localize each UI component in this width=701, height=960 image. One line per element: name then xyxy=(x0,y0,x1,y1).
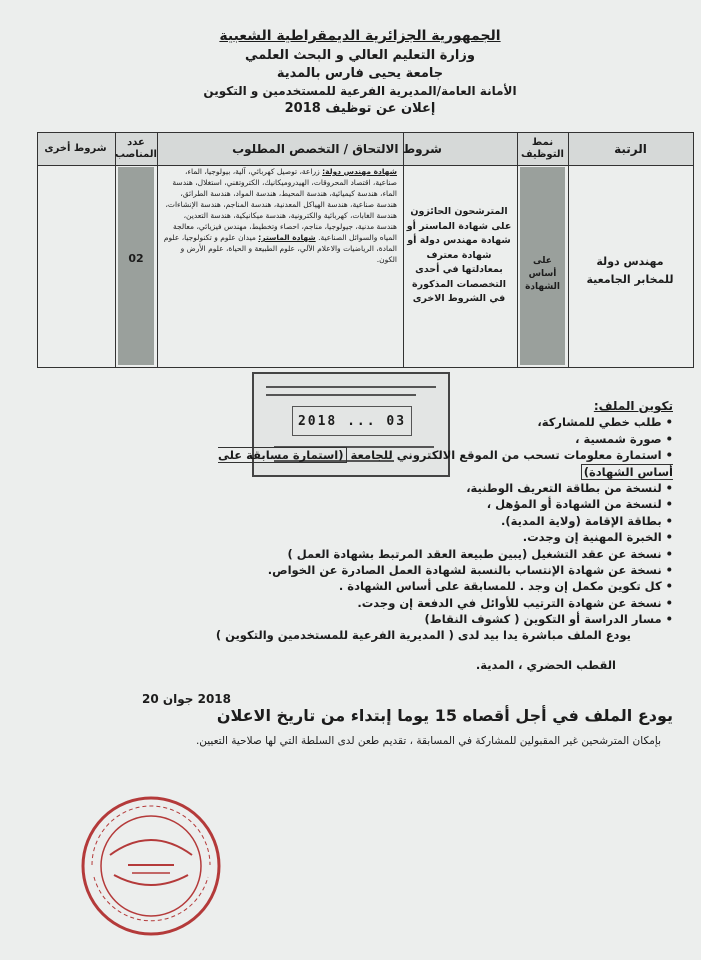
header-count: عدد المناصب xyxy=(115,137,157,160)
engineer-specialties: زراعة، توصيل كهربائي، آلية، بيولوجيا، الماء، صناعية، اقتصاد المحروقات، الهيدروميكانيك، الكتروتقني، استغلال، هندسة الماء، هندسة كيميائية، هندسة المحيط، هندسة المواد، هندسة الطرائق، هندسة صناعية، هندسة الهياكل المعدنية، هندسة المناجم، هندسة الإنشاءات، هندسة الغابات، كهربائية والكترونية، هندسة ميكانيكية، هندسة التعدين، هندسة مدنية، جيولوجيا، مناجم، احصاء وتخطيط، مهندس فيزيائي، معالجة المياه والسوائل الصناعية. xyxy=(165,167,397,242)
recruitment-table xyxy=(37,132,694,368)
dossier-list xyxy=(213,398,673,628)
header-other: شروط أخرى xyxy=(44,143,107,154)
rank-column xyxy=(568,133,693,367)
appeal-note: بإمكان المترشحين غير المقبولين للمشاركة في المسابقة ، تقديم طعن لدى السلطة التي لها صلاحية التعيين. xyxy=(195,735,661,747)
list-item: • نسخة عن عقد التشغيل (يبين طبيعة العقد المرتبط بشهادة العمل ) xyxy=(287,546,673,561)
dossier-title: تكوين الملف: xyxy=(593,399,673,413)
list-item: • استمارة معلومات تسحب من الموقع الالكتروني للجامعة (استمارة مسابقة على أساس الشهادة) xyxy=(217,448,673,479)
header-mode: نمط التوظيف xyxy=(521,137,564,160)
stamp-line-top xyxy=(266,386,436,388)
list-item: • نسخة عن شهادة الترتيب للأوائل في الدفعة إن وجدت. xyxy=(357,595,673,610)
cell-count: 02 xyxy=(128,252,144,265)
republic-title: الجمهورية الجزائرية الديمقراطية الشعبية xyxy=(219,28,501,44)
count-column-shade xyxy=(118,167,154,365)
header-conditions: شروط الالتحاق / التخصص المطلوب xyxy=(232,142,442,156)
university-seal-icon xyxy=(80,795,222,937)
deadline-notice: يودع الملف في أجل أقصاه 15 يوما إبتداء من تاريخ الاعلان xyxy=(216,706,673,725)
cell-rank: مهندس دولة للمخابر الجامعية xyxy=(586,255,674,286)
announcement-title: إعلان عن توظيف 2018 xyxy=(284,101,436,116)
cell-specialties xyxy=(161,166,397,265)
university-title: جامعة يحيى فارس بالمدية xyxy=(276,66,444,81)
stamp-line-top-2 xyxy=(266,394,416,396)
announcement-date: 2018 جوان 20 xyxy=(142,692,231,706)
list-item: • كل تكوين مكمل إن وجد . للمسابقة على أساس الشهادة . xyxy=(338,579,673,594)
boxed-form-note: (استمارة مسابقة على أساس الشهادة) xyxy=(217,448,673,479)
list-item: • مسار الدراسة أو التكوين ( كشوف النقاط) xyxy=(424,612,673,627)
list-item: • نسخة عن شهادة الإنتساب بالنسبة لشهادة العمل الصادرة عن الخواص. xyxy=(267,563,673,578)
list-item: • الخبرة المهنية إن وجدت. xyxy=(522,530,673,545)
engineer-label: شهادة مهندس دولة: xyxy=(322,167,397,176)
directorate-title: الأمانة العامة/المديرية الفرعية للمستخدمين و التكوين xyxy=(203,84,517,98)
list-item: • لنسخة من بطاقة التعريف الوطنية، xyxy=(466,481,673,496)
deposit-location: القطب الحضري ، المدية. xyxy=(475,658,616,672)
master-label: شهادة الماستر: xyxy=(258,233,316,242)
header-rank: الرتبة xyxy=(614,142,647,156)
list-item: • طلب خطي للمشاركة، xyxy=(537,415,673,430)
list-item: • صورة شمسية ، xyxy=(575,431,673,446)
master-specialties: ميدان علوم و تكنولوجيا، علوم المادة، الرياضيات والاعلام الآلي، علوم الطبيعة و الحياة، علوم الأرض و الكون. xyxy=(163,233,397,264)
deposit-instruction: يودع الملف مباشرة يدا بيد لدى ( المديرية الفرعية للمستخدمين والتكوين ) xyxy=(215,628,631,642)
ministry-title: وزارة التعليم العالي و البحث العلمي xyxy=(245,48,475,63)
cell-mode: على أساس الشهادة xyxy=(525,256,560,292)
stamp-date: 2018 ... 03 xyxy=(292,406,412,436)
list-item: • لنسخة من الشهادة أو المؤهل ، xyxy=(486,497,673,512)
list-item: • بطاقة الإقامة (ولاية المدية). xyxy=(501,513,673,528)
cell-conditions: المترشحون الحائزون على شهادة الماستر أو شهادة مهندس دولة أو شهادة معترف بمعادلتها في أحدى التخصصات المذكورة في الشروط الاخرى xyxy=(406,206,512,304)
